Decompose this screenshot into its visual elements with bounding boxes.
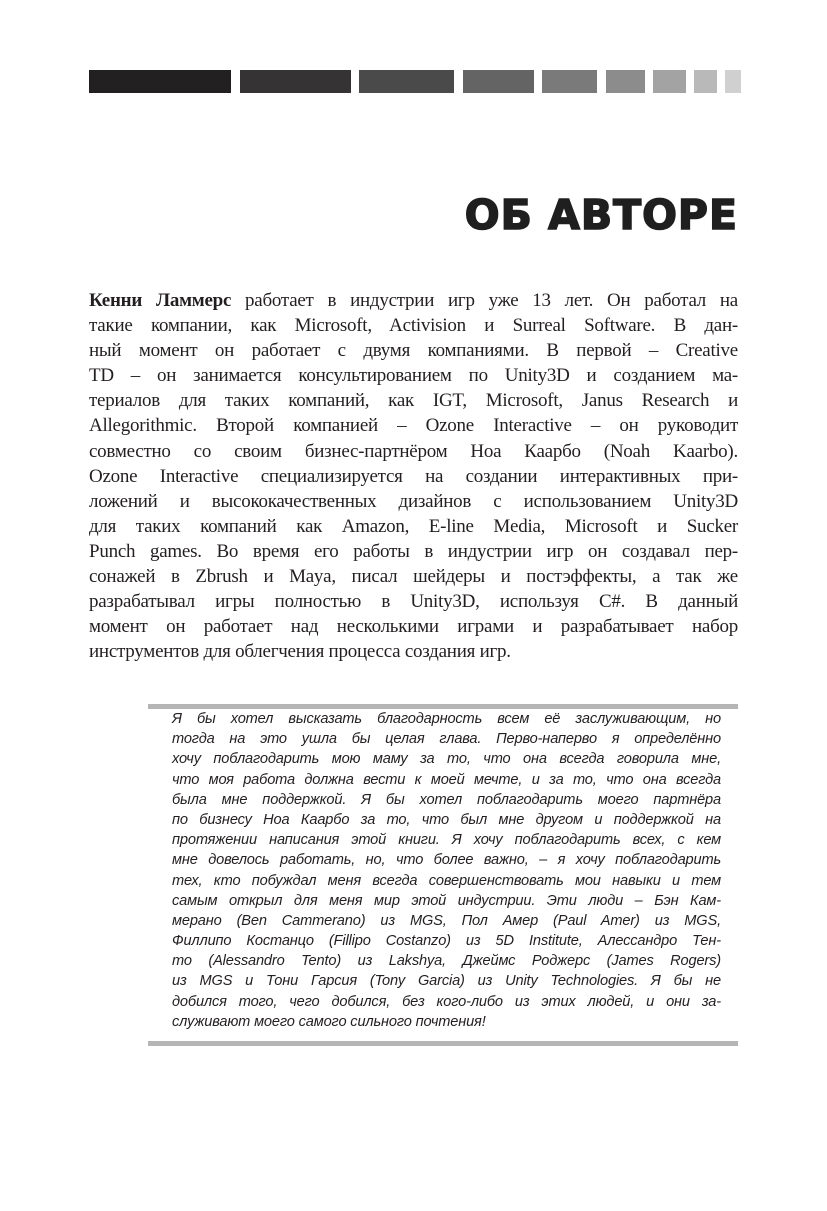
page-title: ОБ АВТОРЕ <box>464 191 738 239</box>
bio-line: Punch games. Во время его работы в индустрии игр он создавал пер- <box>89 540 738 562</box>
header-bar <box>694 70 717 93</box>
acknowledgement-line: протяжении написания этой книги. Я хочу поблагодарить всех, с кем <box>172 832 721 849</box>
bio-line: инструментов для облегчения процесса создания игр. <box>89 641 511 663</box>
header-bar <box>606 70 645 93</box>
bio-line <box>89 288 738 313</box>
header-bar <box>89 70 231 93</box>
bio-line: для таких компаний как Amazon, E-line Media, Microsoft и Sucker <box>89 515 738 537</box>
bio-line: сонажей в Zbrush и Maya, писал шейдеры и постэффекты, а так же <box>89 566 738 588</box>
box-bottom-rule <box>148 1041 738 1046</box>
bio-line: ложений и высококачественных дизайнов с использованием Unity3D <box>89 490 738 512</box>
acknowledgement-line: добился того, чего добился, без кого-либо из этих людей, и они за- <box>172 993 721 1010</box>
acknowledgement-line: Филлипо Костанцо (Fillipo Costanzo) из 5D Institute, Алессандро Тен- <box>172 933 721 950</box>
acknowledgement-box <box>172 709 721 1032</box>
acknowledgement-line: по бизнесу Ноа Каарбо за то, что был мне другом и поддержкой на <box>172 811 721 828</box>
header-bar <box>463 70 534 93</box>
bio-line: совместно со своим бизнес-партнёром Ноа Каарбо (Noah Kaarbo). <box>89 440 738 462</box>
header-bar <box>653 70 686 93</box>
bio-line: ный момент он работает с двумя компаниями. В первой – Creative <box>89 340 738 362</box>
bio-line: териалов для таких компаний, как IGT, Microsoft, Janus Research и <box>89 390 738 412</box>
acknowledgement-line: самым открыл для меня мир этой индустрии. Эти люди – Бэн Кам- <box>172 892 721 909</box>
acknowledgement-line: тогда на это ушла бы целая глава. Перво-наперво я определённо <box>172 731 721 748</box>
acknowledgement-line: что моя работа должна вести к моей мечте, и за то, что она всегда <box>172 771 721 788</box>
acknowledgement-line: тех, кто побуждал меня всегда совершенствовать мои навыки и тем <box>172 872 721 889</box>
bio-line: момент он работает над несколькими играми и разрабатывает набор <box>89 616 738 638</box>
author-bio <box>89 288 738 664</box>
header-bar <box>240 70 351 93</box>
bio-line: Allegorithmic. Второй компанией – Ozone Interactive – он руководит <box>89 415 738 437</box>
acknowledgement-line: служивают моего самого сильного почтения! <box>172 1013 486 1030</box>
acknowledgement-line: то (Alessandro Tento) из Lakshya, Джеймс Роджерс (James Rogers) <box>172 953 721 970</box>
header-bar <box>725 70 741 93</box>
header-decoration-bars <box>0 70 827 93</box>
acknowledgement-line: мне довелось работать, но, что более важно, – я хочу поблагодарить <box>172 852 721 869</box>
acknowledgement-line: мерано (Ben Cammerano) из MGS, Пол Амер (Paul Amer) из MGS, <box>172 912 721 929</box>
bio-line: Ozone Interactive специализируется на создании интерактивных при- <box>89 465 738 487</box>
bio-line: разрабатывал игры полностью в Unity3D, используя C#. В данный <box>89 591 738 613</box>
acknowledgement-line: хочу поблагодарить мою маму за то, что она всегда говорила мне, <box>172 751 721 768</box>
bio-line: TD – он занимается консультированием по Unity3D и созданием ма- <box>89 365 738 387</box>
header-bar <box>542 70 597 93</box>
acknowledgement-line: Я бы хотел высказать благодарность всем её заслуживающим, но <box>172 711 721 727</box>
author-name: Кенни Ламмерс <box>89 290 232 311</box>
bio-text: работает в индустрии игр уже 13 лет. Он работал на <box>231 290 738 311</box>
acknowledgement-line: из MGS и Тони Гарсия (Tony Garcia) из Unity Technologies. Я бы не <box>172 973 721 990</box>
acknowledgement-line: была мне поддержкой. Я бы хотел поблагодарить моего партнёра <box>172 791 721 808</box>
header-bar <box>359 70 454 93</box>
bio-line: такие компании, как Microsoft, Activision и Surreal Software. В дан- <box>89 315 738 337</box>
